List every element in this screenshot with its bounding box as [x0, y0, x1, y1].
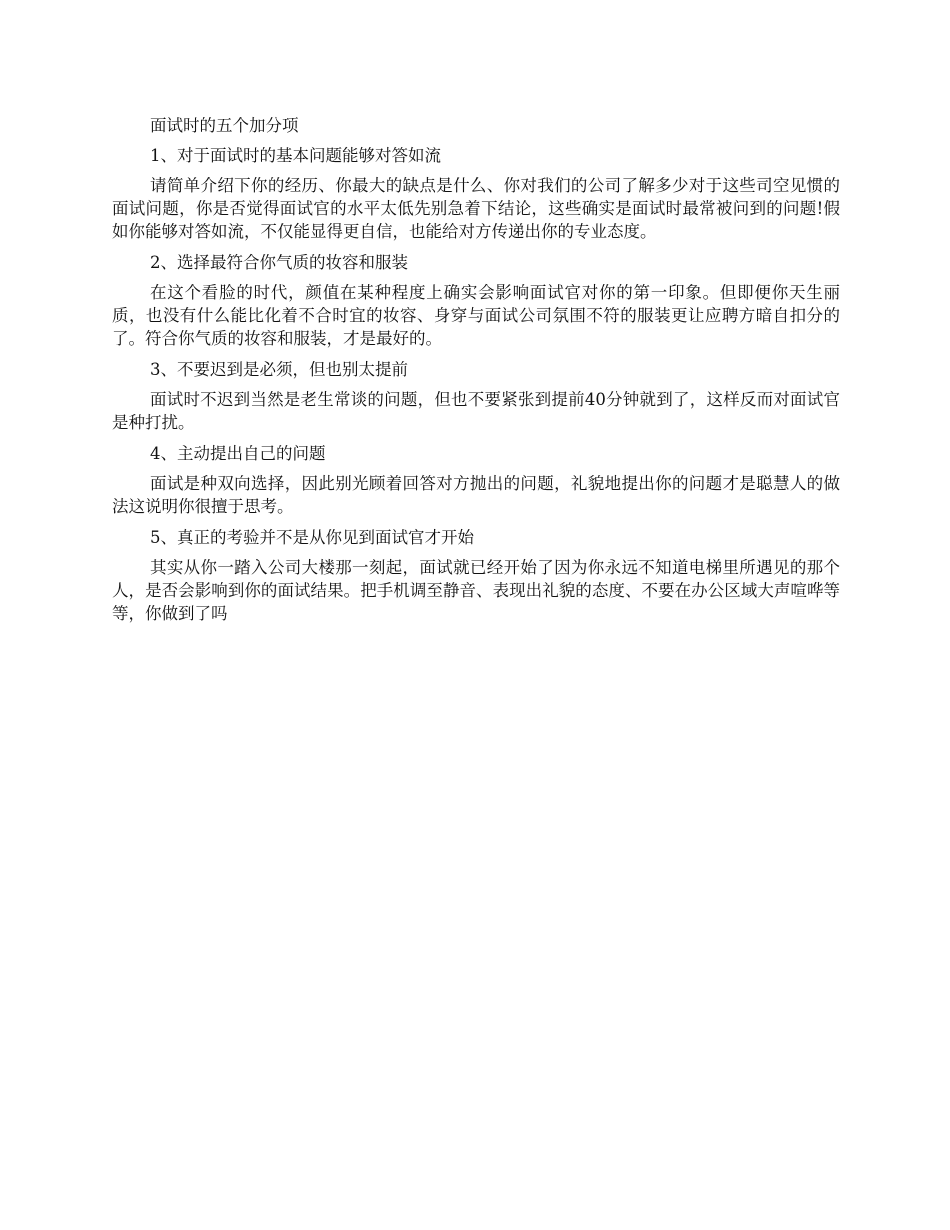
section-2-heading: 2、选择最符合你气质的妆容和服装: [150, 253, 408, 272]
section-1-body: 请简单介绍下你的经历、你最大的缺点是什么、你对我们的公司了解多少对于这些司空见惯的面试问题，你是否觉得面试官的水平太低先别急着下结论，这些确实是面试时最常被问到的问题!假如你能够对答如流，不仅能显得更自信，也能给对方传递出你的专业态度。: [112, 176, 840, 241]
section-4-body: 面试是种双向选择，因此别光顾着回答对方抛出的问题，礼貌地提出你的问题才是聪慧人的做法这说明你很擅于思考。: [112, 474, 840, 516]
section-5-body: 其实从你一踏入公司大楼那一刻起，面试就已经开始了因为你永远不知道电梯里所遇见的那个人，是否会影响到你的面试结果。把手机调至静音、表现出礼貌的态度、不要在办公区域大声喧哗等等，你做到了吗: [112, 558, 840, 623]
section-1-heading: 1、对于面试时的基本问题能够对答如流: [150, 146, 441, 165]
section-3-heading: 3、不要迟到是必须，但也别太提前: [150, 360, 408, 379]
section-3-body: 面试时不迟到当然是老生常谈的问题，但也不要紧张到提前40分钟就到了，这样反而对面试官是种打扰。: [112, 390, 840, 432]
document-title: 面试时的五个加分项: [150, 116, 299, 135]
section-5-heading: 5、真正的考验并不是从你见到面试官才开始: [150, 528, 474, 547]
document-page: [112, 114, 840, 633]
section-4-heading: 4、主动提出自己的问题: [150, 444, 326, 463]
section-2-body: 在这个看脸的时代，颜值在某种程度上确实会影响面试官对你的第一印象。但即便你天生丽质，也没有什么能比化着不合时宜的妆容、身穿与面试公司氛围不符的服装更让应聘方暗自扣分的了。符合你气质的妆容和服装，才是最好的。: [112, 283, 840, 348]
